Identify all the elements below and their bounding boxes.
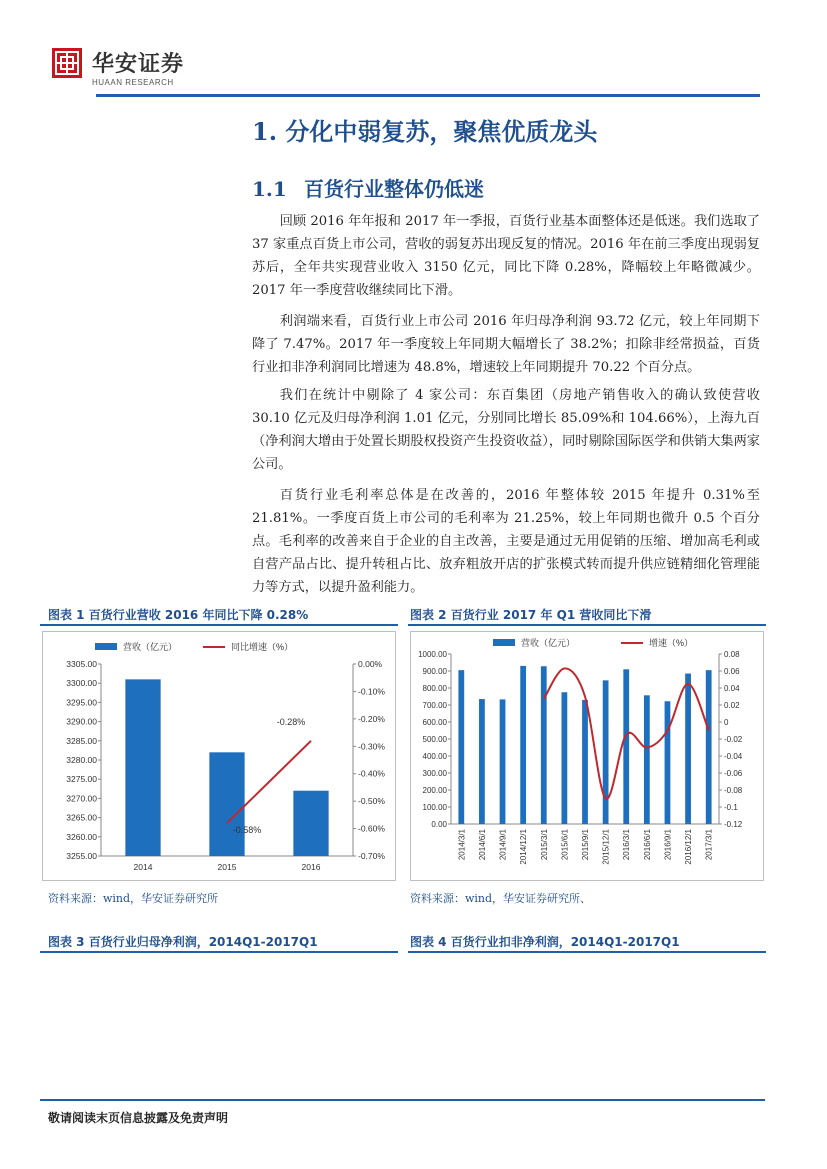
y2-tick-label: 0.08 <box>724 650 740 659</box>
y2-tick-label: -0.12 <box>724 820 743 829</box>
paragraph-4: 百货行业毛利率总体是在改善的，2016 年整体较 2015 年提升 0.31%至 21.81%。一季度百货上市公司的毛利率为 21.25%，较上年同期也微升 0.5 个百分点。毛利率的改善来自于企业的自主改善，主要是通过无用促销的压缩、增加高毛利或自营产品占比、提升转租占比、放弃粗放开店的扩张模式转而提升供应链精细化管理能力等方式，以提升盈利能力。 <box>252 488 760 595</box>
x-tick-label: 2015/12/1 <box>601 829 611 865</box>
figure-2-source: 资料来源：wind，华安证券研究所、 <box>410 892 592 905</box>
company-name-en: HUAAN RESEARCH <box>92 78 174 87</box>
x-tick-label: 2016/6/1 <box>642 829 652 861</box>
bar <box>582 700 588 824</box>
bar <box>125 679 160 856</box>
chart-2 <box>411 632 763 880</box>
y2-tick-label: 0.00% <box>358 659 383 669</box>
chart-2-frame <box>410 631 764 881</box>
y-tick-label: 3300.00 <box>66 678 97 689</box>
y2-tick-label: -0.1 <box>724 803 738 812</box>
x-tick-label: 2014 <box>133 862 153 872</box>
data-label: -0.58% <box>232 825 262 836</box>
y2-tick-label: -0.60% <box>358 823 385 834</box>
y2-tick-label: -0.06 <box>724 769 743 778</box>
legend-bar-swatch <box>493 639 515 646</box>
y-tick-label: 300.00 <box>422 769 447 778</box>
y2-tick-label: 0.06 <box>724 667 740 676</box>
y2-tick-label: -0.08 <box>724 786 743 795</box>
y2-tick-label: -0.30% <box>358 741 385 752</box>
figure-1-caption: 图表 1 百货行业营收 2016 年同比下降 0.28% <box>48 608 309 622</box>
x-tick-label: 2015/6/1 <box>560 829 570 861</box>
x-tick-label: 2014/12/1 <box>519 829 529 865</box>
x-tick-label: 2016/9/1 <box>663 829 673 861</box>
y-tick-label: 3305.00 <box>66 659 97 669</box>
legend-line-label: 增速（%） <box>649 638 694 648</box>
y-tick-label: 800.00 <box>422 684 447 693</box>
y-tick-label: 3275.00 <box>66 774 97 785</box>
y-tick-label: 500.00 <box>422 735 447 744</box>
subsection-text: 百货行业整体仍低迷 <box>304 177 484 201</box>
figure-1-source: 资料来源：wind，华安证券研究所 <box>48 892 219 905</box>
paragraph-2: 利润端来看，百货行业上市公司 2016 年归母净利润 93.72 亿元，较上年同期下降了 7.47%。2017 年一季度较上年同期大幅增长了 38.2%；扣除非经常损益，百货行业扣非净利润同比增速为 48.8%，增速较上年同期提升 70.22 个百分点。 <box>252 314 760 375</box>
y-tick-label: 3270.00 <box>66 793 97 804</box>
header-divider <box>96 94 760 97</box>
y2-tick-label: -0.70% <box>358 851 385 861</box>
y2-tick-label: -0.20% <box>358 713 385 724</box>
y2-tick-label: -0.50% <box>358 796 385 807</box>
footer-disclaimer: 敬请阅读末页信息披露及免责声明 <box>48 1111 229 1125</box>
bar <box>685 674 691 824</box>
figure-4-caption: 图表 4 百货行业扣非净利润，2014Q1-2017Q1 <box>410 935 680 949</box>
figure-4-rule <box>408 951 766 953</box>
data-label: -0.28% <box>276 716 306 727</box>
chart-1 <box>43 632 395 880</box>
legend-bar-label: 营收（亿元） <box>521 638 576 648</box>
y2-tick-label: 0 <box>724 718 729 727</box>
y-tick-label: 3280.00 <box>66 755 97 765</box>
y-tick-label: 400.00 <box>422 752 447 761</box>
y-tick-label: 0.00 <box>431 820 447 829</box>
x-tick-label: 2016/3/1 <box>622 829 632 861</box>
y-tick-label: 1000.00 <box>418 650 447 659</box>
y-tick-label: 900.00 <box>422 667 447 676</box>
x-tick-label: 2015/3/1 <box>539 829 549 861</box>
x-tick-label: 2017/3/1 <box>704 829 714 861</box>
section-title: 1. 分化中弱复苏，聚焦优质龙头 <box>252 117 598 146</box>
y-tick-label: 3285.00 <box>66 735 97 746</box>
y2-tick-label: 0.04 <box>724 684 740 693</box>
y2-tick-label: -0.40% <box>358 768 385 779</box>
paragraph-1: 回顾 2016 年年报和 2017 年一季报，百货行业基本面整体还是低迷。我们选取了 37 家重点百货上市公司，营收的弱复苏出现反复的情况。2016 年在前三季度出现弱复苏后，全年共实现营业收入 3150 亿元，同比下降 0.28%，降幅较上年略微减少。2017 年一季度营收继续同比下滑。 <box>252 214 760 298</box>
x-tick-label: 2014/6/1 <box>477 829 487 861</box>
figure-2-caption: 图表 2 百货行业 2017 年 Q1 营收同比下滑 <box>410 608 652 622</box>
x-tick-label: 2014/3/1 <box>457 829 467 861</box>
y-tick-label: 600.00 <box>422 718 447 727</box>
y-tick-label: 700.00 <box>422 701 447 710</box>
legend-line-label: 同比增速（%） <box>231 642 294 652</box>
figure-2-rule <box>408 624 766 626</box>
bar <box>293 791 328 856</box>
y2-tick-label: -0.02 <box>724 735 743 744</box>
subsection-number: 1.1 <box>252 177 287 201</box>
x-tick-label: 2016/12/1 <box>684 829 694 865</box>
y-tick-label: 100.00 <box>422 803 447 812</box>
bar <box>458 670 464 824</box>
y-tick-label: 3295.00 <box>66 697 97 708</box>
bar <box>644 695 650 824</box>
y2-tick-label: -0.10% <box>358 686 385 697</box>
y-tick-label: 3255.00 <box>66 851 97 861</box>
figure-3-caption: 图表 3 百货行业归母净利润，2014Q1-2017Q1 <box>48 935 318 949</box>
x-tick-label: 2016 <box>301 862 321 872</box>
bar <box>706 670 712 824</box>
bar <box>209 752 244 856</box>
y2-tick-label: -0.04 <box>724 752 743 761</box>
bar <box>603 680 609 824</box>
bar <box>623 669 629 824</box>
bar <box>665 701 671 824</box>
legend-bar-label: 营收（亿元） <box>123 642 178 652</box>
subsection-title <box>252 173 484 202</box>
y-tick-label: 3290.00 <box>66 716 97 727</box>
y-tick-label: 200.00 <box>422 786 447 795</box>
y-tick-label: 3260.00 <box>66 831 97 842</box>
x-tick-label: 2015 <box>217 862 237 872</box>
company-name-cn: 华安证券 <box>92 51 185 77</box>
footer-divider <box>40 1099 765 1101</box>
y-tick-label: 3265.00 <box>66 812 97 823</box>
figure-1-rule <box>40 624 398 626</box>
bar <box>520 666 526 824</box>
bar <box>479 699 485 824</box>
bar <box>541 666 547 824</box>
logo-mark-icon <box>52 48 82 78</box>
y2-tick-label: 0.02 <box>724 701 740 710</box>
chart-1-frame <box>42 631 396 881</box>
figure-3-rule <box>40 951 398 953</box>
x-tick-label: 2015/9/1 <box>581 829 590 861</box>
legend-bar-swatch <box>95 643 117 650</box>
paragraph-3: 我们在统计中剔除了 4 家公司：东百集团（房地产销售收入的确认致使营收 30.10 亿元及归母净利润 1.01 亿元，分别同比增长 85.09%和 104.66%），上海九百（净利润大增由于处置长期股权投资产生投资收益），同时剔除国际医学和供销大集两家公司。 <box>252 388 760 472</box>
bar <box>500 699 506 824</box>
bar <box>561 692 567 824</box>
x-tick-label: 2014/9/1 <box>498 829 508 861</box>
